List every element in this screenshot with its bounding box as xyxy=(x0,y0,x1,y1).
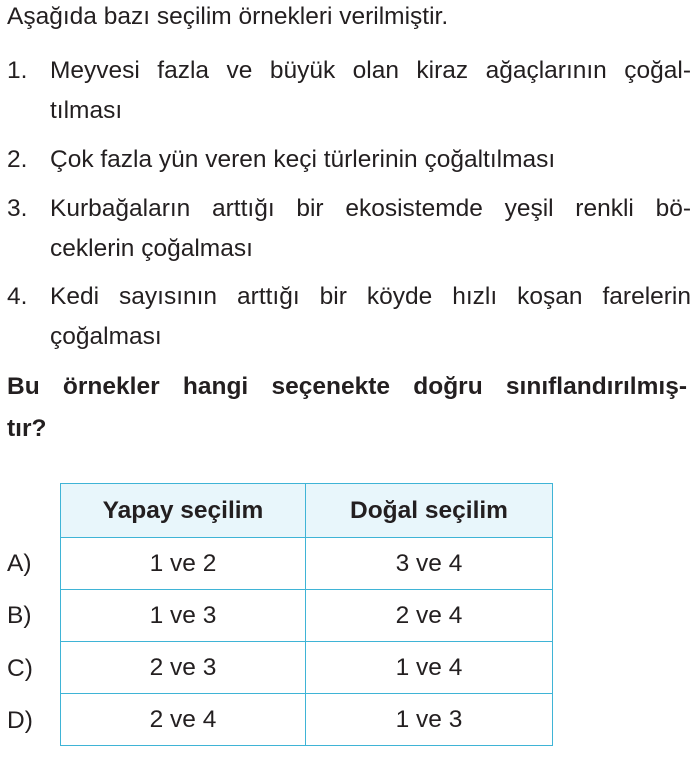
example-text-line-1: Çok fazla yün veren keçi türlerinin çoğaltılması xyxy=(50,146,556,173)
header-natural-selection: Doğal seçilim xyxy=(306,484,553,538)
example-text-line-2: tılması xyxy=(50,97,123,124)
example-number: 3. xyxy=(7,195,28,222)
example-text-line-1: Kurbağaların arttığı bir ekosistemde yeşil renkli bö- xyxy=(50,195,691,222)
cell-natural: 1 ve 3 xyxy=(306,694,553,746)
example-number: 4. xyxy=(7,283,28,310)
example-item-4 xyxy=(7,277,691,357)
table-row-option-d[interactable] xyxy=(61,694,553,746)
cell-artificial: 1 ve 3 xyxy=(61,590,306,642)
example-item-3 xyxy=(7,189,691,269)
table-row-option-b[interactable] xyxy=(61,590,553,642)
option-labels xyxy=(7,538,33,747)
cell-artificial: 2 ve 4 xyxy=(61,694,306,746)
example-item-1 xyxy=(7,51,691,131)
example-text xyxy=(50,140,691,180)
table-row-option-a[interactable] xyxy=(61,538,553,590)
example-number: 1. xyxy=(7,57,28,84)
question-line-2: tır? xyxy=(7,415,47,442)
header-artificial-selection: Yapay seçilim xyxy=(61,484,306,538)
option-label-b[interactable]: B) xyxy=(7,602,32,630)
example-text xyxy=(50,277,691,357)
example-text xyxy=(50,51,691,131)
example-text-line-2: çoğalması xyxy=(50,323,162,350)
option-label-c[interactable]: C) xyxy=(7,654,33,682)
example-number: 2. xyxy=(7,146,28,173)
question-text xyxy=(7,366,687,450)
example-item-2 xyxy=(7,140,691,180)
option-label-d[interactable]: D) xyxy=(7,706,33,734)
cell-natural: 3 ve 4 xyxy=(306,538,553,590)
example-text xyxy=(50,189,691,269)
option-label-a[interactable]: A) xyxy=(7,550,32,577)
example-text-line-2: ceklerin çoğalması xyxy=(50,235,253,262)
example-text-line-1: Meyvesi fazla ve büyük olan kiraz ağaçlarının çoğal- xyxy=(50,57,691,84)
table-header-row xyxy=(61,484,553,538)
table-row-option-c[interactable] xyxy=(61,642,553,694)
answer-table xyxy=(60,483,553,746)
cell-natural: 1 ve 4 xyxy=(306,642,553,694)
intro-text: Aşağıda bazı seçilim örnekleri verilmiştir. xyxy=(7,3,449,30)
cell-artificial: 2 ve 3 xyxy=(61,642,306,694)
example-text-line-1: Kedi sayısının arttığı bir köyde hızlı koşan farelerin xyxy=(50,283,691,310)
question-line-1: Bu örnekler hangi seçenekte doğru sınıflandırılmış- xyxy=(7,373,687,400)
cell-natural: 2 ve 4 xyxy=(306,590,553,642)
cell-artificial: 1 ve 2 xyxy=(61,538,306,590)
